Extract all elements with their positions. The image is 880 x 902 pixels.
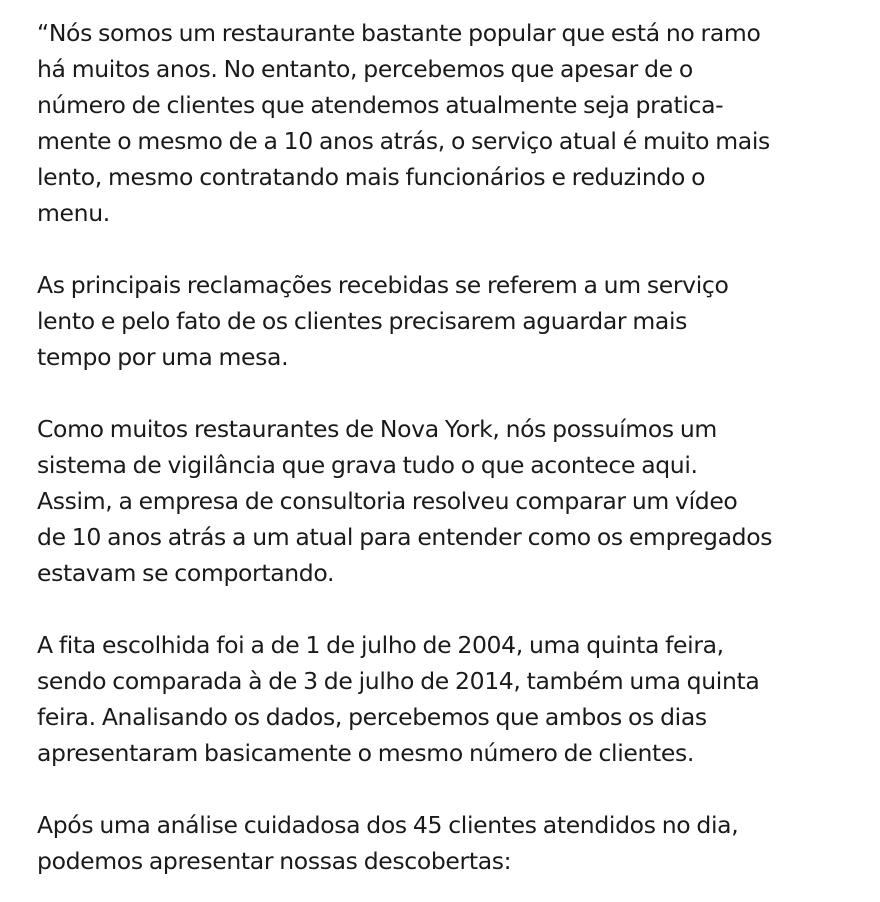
paragraph-4 (37, 627, 860, 771)
text-line: apresentaram basicamente o mesmo número de clientes. (37, 739, 695, 767)
text-line: estavam se comportando. (37, 559, 335, 587)
text-line: sistema de vigilância que grava tudo o que acontece aqui. (37, 451, 698, 479)
text-line: Como muitos restaurantes de Nova York, nós possuímos um (37, 415, 717, 443)
paragraph-5 (37, 807, 860, 879)
paragraph-spacer (37, 771, 860, 807)
paragraph-spacer (37, 375, 860, 411)
text-line: número de clientes que atendemos atualmente seja pratica- (37, 91, 724, 119)
text-line: menu. (37, 199, 110, 227)
text-line: lento, mesmo contratando mais funcionários e reduzindo o (37, 163, 706, 191)
text-line: A fita escolhida foi a de 1 de julho de 2004, uma quinta feira, (37, 631, 724, 659)
text-line: mente o mesmo de a 10 anos atrás, o serviço atual é muito mais (37, 127, 770, 155)
text-line: podemos apresentar nossas descobertas: (37, 847, 512, 875)
text-line: tempo por uma mesa. (37, 343, 289, 371)
text-line: lento e pelo fato de os clientes precisarem aguardar mais (37, 307, 688, 335)
text-line: Após uma análise cuidadosa dos 45 clientes atendidos no dia, (37, 811, 739, 839)
text-line: As principais reclamações recebidas se referem a um serviço (37, 271, 729, 299)
paragraph-1 (37, 15, 860, 231)
text-line: de 10 anos atrás a um atual para entender como os empregados (37, 523, 773, 551)
paragraph-spacer (37, 231, 860, 267)
text-line: “Nós somos um restaurante bastante popular que está no ramo (37, 19, 761, 47)
paragraph-spacer (37, 591, 860, 627)
text-line: Assim, a empresa de consultoria resolveu comparar um vídeo (37, 487, 738, 515)
text-line: há muitos anos. No entanto, percebemos que apesar de o (37, 55, 693, 83)
text-line: sendo comparada à de 3 de julho de 2014, também uma quinta (37, 667, 760, 695)
text-line: feira. Analisando os dados, percebemos que ambos os dias (37, 703, 707, 731)
paragraph-3 (37, 411, 860, 591)
paragraph-2 (37, 267, 860, 375)
